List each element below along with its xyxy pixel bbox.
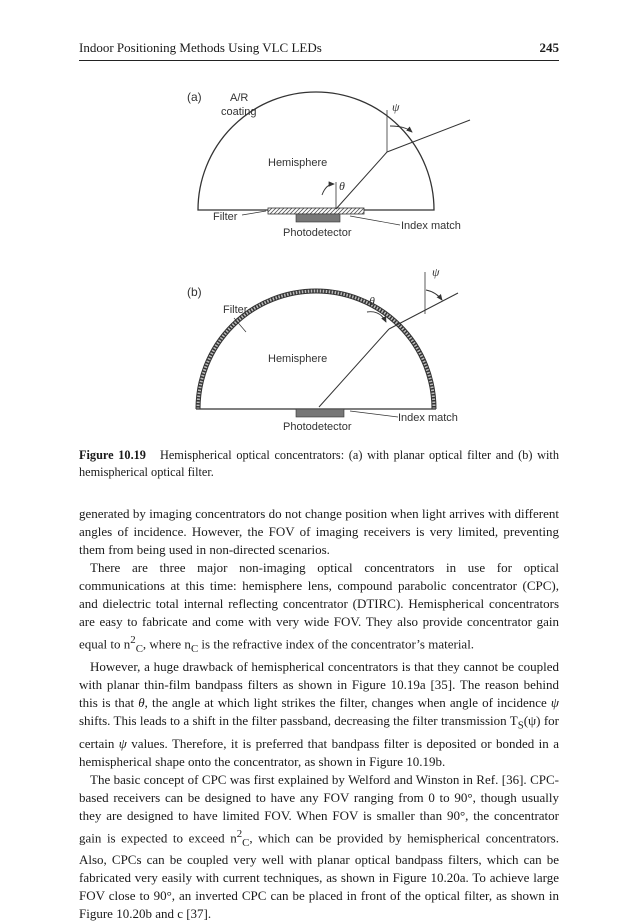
superscript-2-b: 2: [236, 827, 243, 840]
paragraph-2-text-c: is the refractive index of the concentrator’s material.: [198, 636, 475, 652]
index-match-leader-b: [350, 411, 398, 417]
photodetector-b: [296, 409, 344, 417]
paragraph-4-text-a: The basic concept of CPC was first explained by Welford and Winston in Ref. [36]. CPC-based receivers can be designed to have any FOV ranging from 0 to 90°, though usually they are designed to have limited FOV. When FOV is smaller than 90°, the concentrator gain is expected to exceed n: [79, 771, 559, 845]
hemisphere-label-b: Hemisphere: [268, 353, 328, 365]
paragraph-3-text-e: values. Therefore, it is preferred that bandpass filter is deposited or bonded in a hemispherical shape onto the concentrator, as shown in Figure 10.19b.: [79, 735, 559, 769]
subscript-c-3: C: [242, 836, 250, 849]
panel-b-label: (b): [187, 285, 202, 299]
paragraph-1-text: generated by imaging concentrators do not change position when light arrives with different angles of incidence. However, the FOV of imaging receivers is very limited, preventing them from being used in non-directed scenarios.: [79, 506, 559, 557]
theta-symbol: θ: [138, 694, 145, 710]
panel-b: [187, 265, 458, 433]
photodetector-label-a: Photodetector: [283, 227, 352, 239]
superscript-2: 2: [130, 634, 136, 646]
figure-10-19: [0, 0, 638, 440]
psi-label-a: ψ: [392, 100, 400, 114]
paragraph-2: [79, 559, 559, 658]
index-match-leader-a: [350, 216, 400, 225]
index-match-label-a: Index match: [401, 220, 461, 232]
incident-ray-b: [389, 293, 458, 329]
hemisphere-label-a: Hemisphere: [268, 157, 328, 169]
panel-a: [187, 90, 470, 239]
caption-label: Figure 10.19: [79, 448, 146, 462]
body-text: [79, 505, 559, 923]
photodetector-label-b: Photodetector: [283, 421, 352, 433]
paragraph-3-text-a: However, a huge drawback of hemispherical concentrators is that they cannot be coupled with planar thin-film bandpass filters as shown in Figure 10.19a [35]. The reason behind this is that: [79, 658, 559, 710]
filter-leader-a: [242, 211, 266, 215]
psi-symbol: ψ: [550, 694, 559, 710]
subscript-c: C: [135, 642, 143, 655]
theta-label-b: θ: [369, 294, 375, 308]
paragraph-3: [79, 658, 559, 771]
paragraph-3-text-c: shifts. This leads to a shift in the filter passband, decreasing the filter transmission T: [79, 712, 518, 728]
index-match-label-b: Index match: [398, 412, 458, 424]
theta-label-a: θ: [339, 179, 345, 193]
panel-a-label: (a): [187, 90, 202, 104]
paragraph-2-text-a: There are three major non-imaging optical concentrators in use for optical communications at this time: hemisphere lens, compound parabolic concentrator (CPC), and dielectric total internal reflecting concentrator (DTIRC). Hemispherical concentrators are easy to fabricate and come with very wide FOV. They also provide concentrator gain equal to n: [79, 560, 559, 652]
psi-label-b: ψ: [432, 265, 440, 279]
subscript-c-2: C: [190, 642, 199, 655]
theta-arc-a: [322, 184, 334, 195]
photodetector-a: [296, 214, 340, 222]
paragraph-3-text-b: , the angle at which light strikes the filter, changes when angle of incidence: [144, 694, 551, 710]
paragraph-4-text-b: , which can be provided by hemispherical concentrators. Also, CPCs can be coupled very well with planar optical bandpass filters, which can be fabricated very easily with current techniques, as shown in Figure 10.20a. To achieve large FOV close to 90°, an inverted CPC can be placed in front of the optical filter, as shown in Figure 10.20b and c [37].: [79, 829, 559, 922]
figure-caption: [79, 447, 559, 481]
refracted-ray-b: [319, 329, 389, 407]
psi-symbol-2: ψ: [118, 735, 127, 751]
paragraph-4: [79, 771, 559, 923]
ar-coating-label-line2: coating: [221, 106, 257, 118]
paragraph-3-text-d: (ψ) for certain: [79, 712, 559, 751]
filter-label-a: Filter: [213, 211, 238, 223]
caption-text: Hemispherical optical concentrators: (a) with planar optical filter and (b) with hemispherical optical filter.: [79, 448, 560, 479]
filter-label-b: Filter: [223, 304, 248, 316]
subscript-s: S: [517, 719, 524, 732]
paragraph-2-text-b: , where n: [142, 636, 191, 652]
planar-filter: [268, 208, 364, 214]
incident-ray-a: [387, 120, 470, 152]
ar-coating-label-line1: A/R: [230, 92, 249, 104]
psi-arc-b: [426, 290, 442, 300]
paragraph-1: [79, 505, 559, 559]
running-title: Indoor Positioning Methods Using VLC LEDs: [79, 40, 322, 55]
page-number: 245: [539, 40, 559, 55]
